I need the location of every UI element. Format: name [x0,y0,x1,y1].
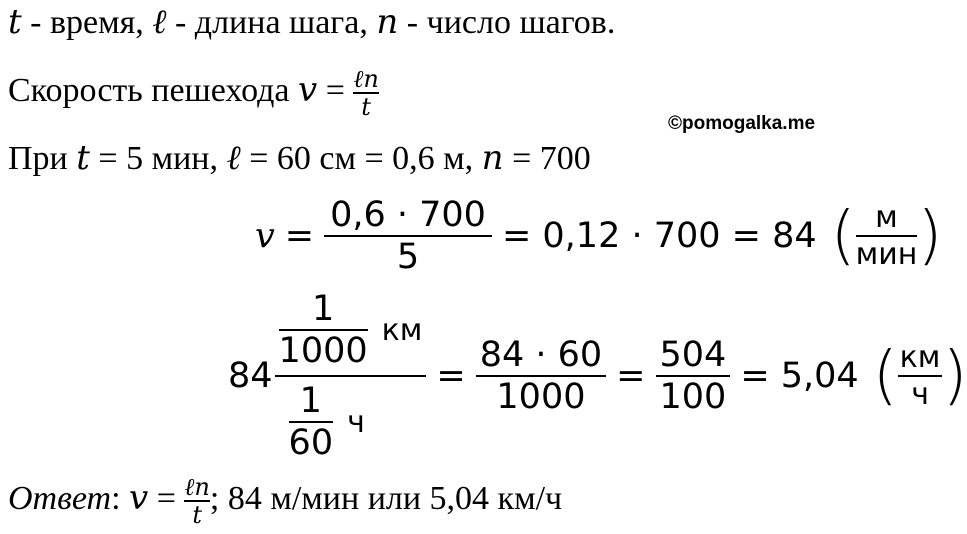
numerator: 0,6 · 700 [324,195,492,237]
fraction-ln-over-t [184,474,209,528]
unit-m-per-min [856,200,918,272]
denominator: 100 [659,377,727,417]
inner-num: 1 [289,381,334,423]
given-n: = 700 [503,140,591,177]
one-over-sixty [289,381,334,463]
fraction-504 [656,335,731,417]
var-n: n [376,2,399,42]
var-t: t [8,2,22,42]
left-paren: ( [872,339,898,413]
var-v: v [129,477,149,518]
result-chain: = 5,04 [740,356,859,396]
given-t: = 5 мин, [89,140,227,177]
right-paren: ) [942,339,967,413]
one-over-thousand [279,289,368,371]
var-l: ℓ [226,138,241,178]
denominator: t [361,93,371,121]
var-t: t [76,138,90,178]
answer-line [8,474,562,528]
denominator: 1000 [496,377,586,417]
equals: = [148,479,185,517]
numerator: ℓn [184,473,210,501]
compound-bottom [275,377,427,463]
equals: = [317,71,354,109]
given-l: = 60 см = 0,6 м, [240,140,482,177]
result-chain: = 0,12 · 700 = 84 [501,216,817,256]
numerator: ℓn [353,65,379,93]
left-paren: ( [830,199,856,273]
speed-label: Скорость пешехода [8,71,298,109]
speed-conversion-kmh [228,289,967,463]
fraction-calc [324,195,492,277]
fraction-84x60 [476,335,606,417]
unit-km-per-h [898,340,943,412]
unit-h: ч [347,404,365,440]
denominator: t [192,501,202,529]
given-values-line [8,138,591,179]
equals: = [616,356,646,396]
equals: = [284,216,315,256]
definition-line [8,2,615,43]
given-label: При [8,140,77,177]
unit-km: км [381,312,423,348]
answer-label: Ответ [8,479,112,517]
numerator: 84 · 60 [476,335,606,377]
var-v: v [298,69,318,110]
var-l: ℓ [152,2,167,42]
lead-value: 84 [228,356,273,396]
var-n: n [481,138,504,178]
l-desc: - длина шага, [166,4,377,41]
equals: = [436,356,466,396]
inner-den: 60 [288,423,334,463]
right-paren: ) [917,199,943,273]
answer-colon: : [111,479,130,517]
numerator: 504 [656,335,731,377]
t-desc: - время, [21,4,153,41]
speed-formula-line [8,66,379,120]
inner-num: 1 [279,289,368,331]
speed-calculation-mpm [255,186,942,286]
unit-denominator: ч [911,377,929,412]
watermark: ©pomogalka.me [668,113,816,134]
var-v: v [255,216,275,256]
unit-numerator: м [856,200,918,237]
inner-den: 1000 [278,331,368,371]
answer-values: ; 84 м/мин или 5,04 км/ч [209,479,563,517]
unit-numerator: км [899,340,941,375]
compound-unit-fraction [275,289,427,463]
fraction-ln-over-t [353,66,378,120]
compound-top [275,289,427,377]
unit-denominator: мин [855,237,918,272]
n-desc: - число шагов. [398,4,616,41]
denominator: 5 [396,237,420,277]
